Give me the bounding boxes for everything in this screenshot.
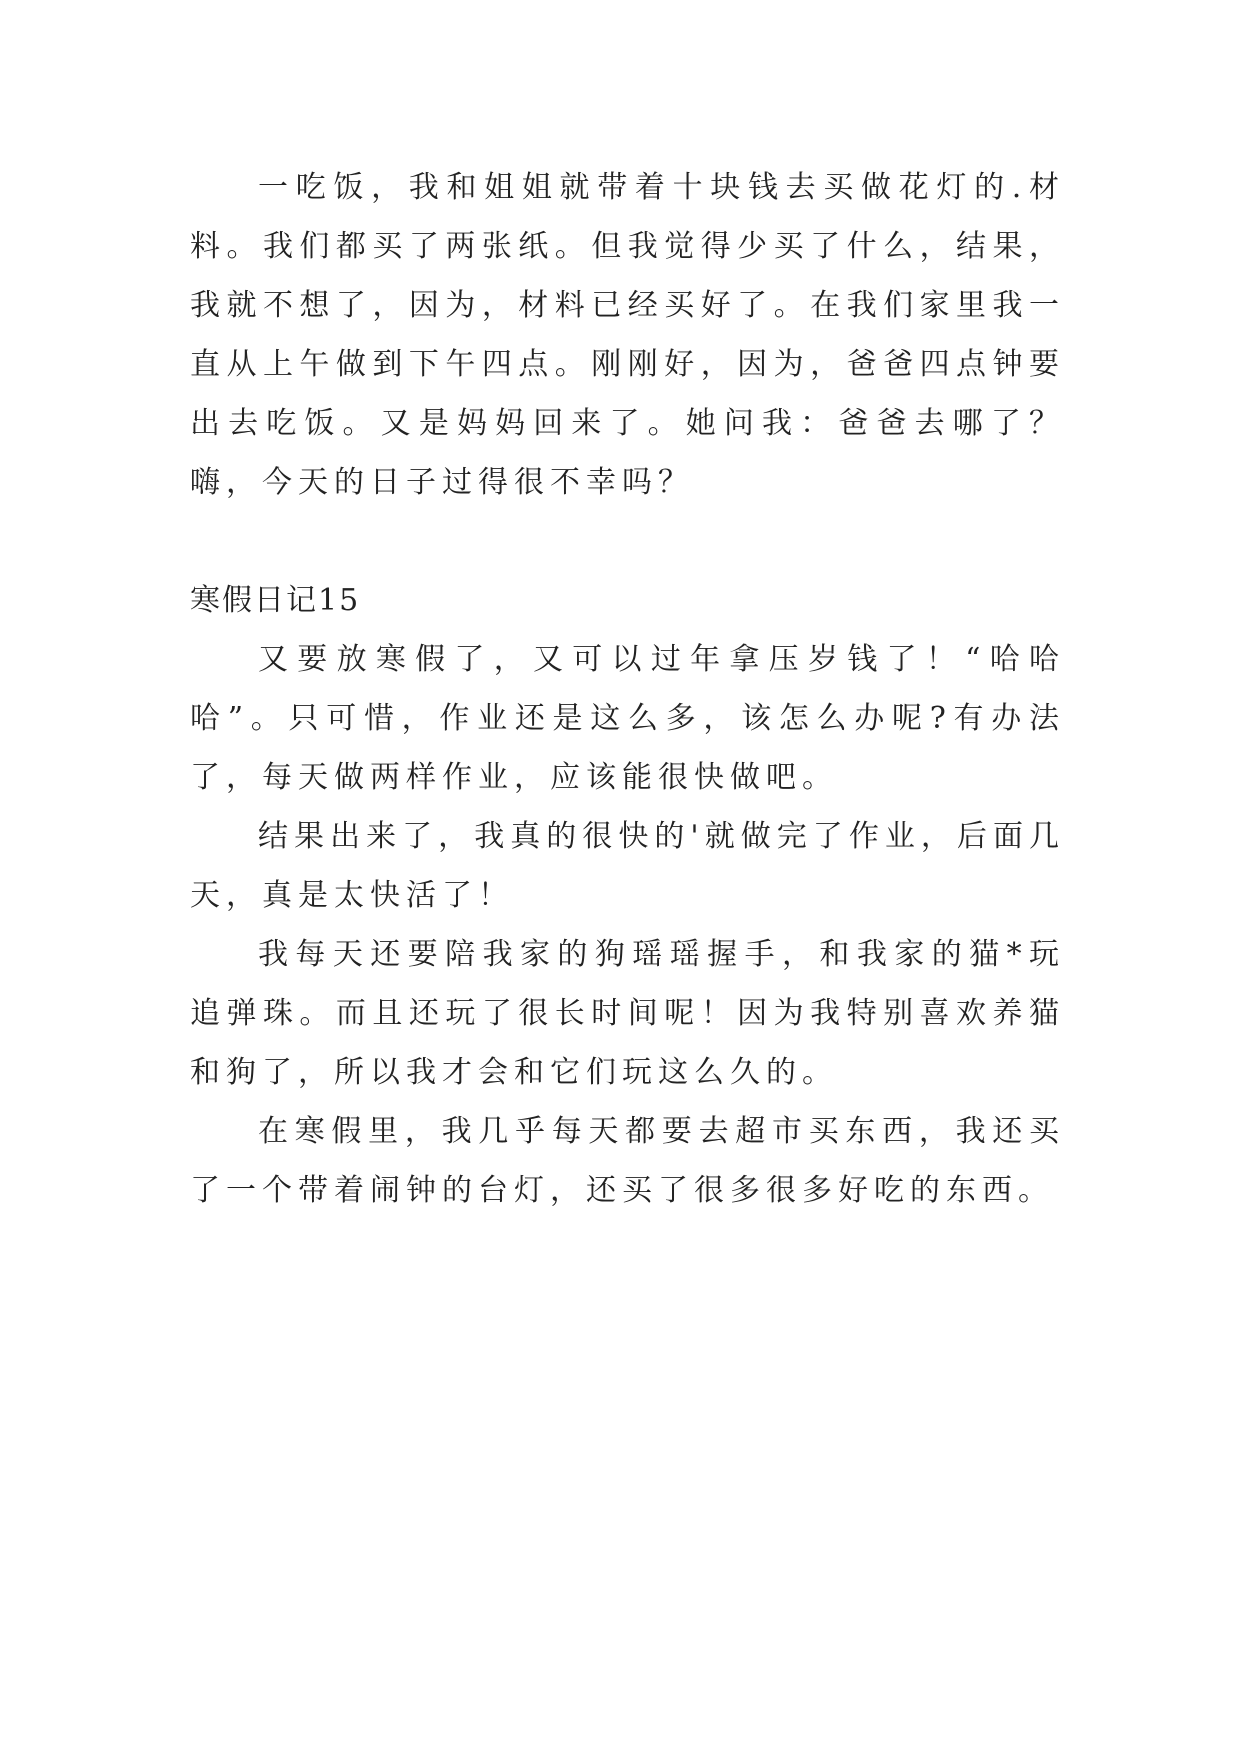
paragraph-2: 结果出来了，我真的很快的'就做完了作业，后面几天，真是太快活了！ [190, 819, 1065, 913]
paragraph-intro: 一吃饭，我和姐姐就带着十块钱去买做花灯的.材料。我们都买了两张纸。但我觉得少买了什么，结果，我就不想了，因为，材料已经买好了。在我们家里我一直从上午做到下午四点。刚刚好，因为，爸爸四点钟要出去吃饭。又是妈妈回来了。她问我：爸爸去哪了？嗨，今天的日子过得很不幸吗？ [190, 170, 1065, 500]
document-body [190, 158, 1065, 1220]
section-heading: 寒假日记15 [190, 583, 361, 618]
paragraph-4: 在寒假里，我几乎每天都要去超市买东西，我还买了一个带着闹钟的台灯，还买了很多很多好吃的东西。 [190, 1114, 1065, 1208]
paragraph-3: 我每天还要陪我家的狗瑶瑶握手，和我家的猫*玩追弹珠。而且还玩了很长时间呢！因为我特别喜欢养猫和狗了，所以我才会和它们玩这么久的。 [190, 937, 1065, 1090]
paragraph-1: 又要放寒假了，又可以过年拿压岁钱了！“哈哈哈”。只可惜，作业还是这么多，该怎么办呢?有办法了，每天做两样作业，应该能很快做吧。 [190, 642, 1065, 795]
